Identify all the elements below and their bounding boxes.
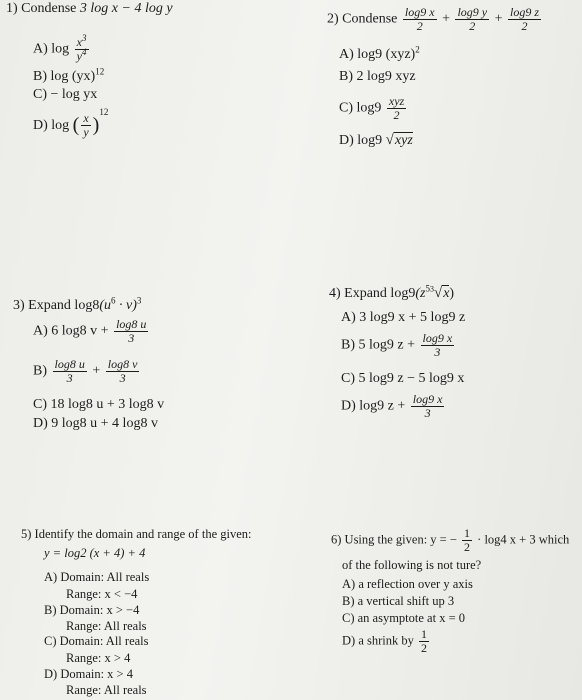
q6-option-a: A) a reflection over y axis xyxy=(342,577,473,591)
q1-option-c: C) − log yx xyxy=(33,87,98,102)
q2-option-a: A) log9 (xyz)$^2$ xyxy=(339,44,420,62)
q4-option-b-label: B) 5 log9 z + xyxy=(341,337,415,353)
q1-option-a xyxy=(33,33,91,63)
q2-option-c: C) log9 $\frac{\text{xyz}}{2}$ xyxy=(339,94,405,122)
q6-option-d-label: D) a shrink by xyxy=(342,633,414,648)
q2-stem-label: 2) Condense xyxy=(327,11,398,27)
q2-option-a-text: A) log9 (xyz) xyxy=(339,47,416,62)
q5-option-d-range: Range: All reals xyxy=(66,683,147,697)
q5-equation: y = log2 (x + 4) + 4 xyxy=(44,546,146,560)
q1-option-a-fraction: $\frac{x^3}{y^4}$ xyxy=(76,33,87,63)
q3-option-a-label: A) 6 log8 v + xyxy=(33,323,109,339)
q4-option-d-label: D) log9 z + xyxy=(341,398,406,414)
q6-option-b: B) a vertical shift up 3 xyxy=(342,594,455,608)
q4-stem-label: 4) Expand log9 xyxy=(329,286,416,301)
q6-stem xyxy=(331,527,569,554)
q6-option-c: C) an asymptote at x = 0 xyxy=(342,611,465,625)
q6-stem-fraction: $\frac{1}{2}$ xyxy=(464,526,471,554)
q4-option-b: B) 5 log9 z + $\frac{\log 9 x}{3}$ xyxy=(341,331,453,359)
q5-option-b-domain: B) Domain: x > −4 xyxy=(44,603,140,617)
q5-option-a-range: Range: x < −4 xyxy=(66,587,138,601)
q4-option-c: C) 5 log9 z − 5 log9 x xyxy=(341,371,465,386)
q3-stem-label: 3) Expand log8 xyxy=(13,298,100,313)
q1-option-d-fraction: $\frac{x}{y}$ xyxy=(83,111,89,140)
q2-option-d: D) log9 √xyz xyxy=(339,132,413,148)
q1-option-d-label: D) log xyxy=(33,118,70,133)
q3-option-a: A) 6 log8 v + $\frac{\log 8 u}{3}$ xyxy=(33,317,147,345)
q3-option-b-label: B) xyxy=(33,363,47,379)
q1-option-d: D) log ( $\frac{x}{y}$ )$^{12}$ xyxy=(33,107,109,140)
q1-expression: 3 log x − 4 log y xyxy=(79,1,173,16)
q5-option-b-range: Range: All reals xyxy=(66,619,147,633)
q3-option-b: B) $\frac{\log 8 u}{3}$ + $\frac{\log 8 v}{3}$ xyxy=(33,357,138,385)
q4-stem: 4) Expand $\log 9(z^{53}√x)$ xyxy=(329,283,455,301)
q2-option-d-label: D) log9 xyxy=(339,133,383,148)
q4-option-a: A) 3 log9 x + 5 log9 z xyxy=(341,310,466,325)
q2-stem: 2) Condense $\frac{\log 9 x}{2}$ + $\frac{\log 9 y}{2}$ + $\frac{\log 9 z}{2}$ xyxy=(327,5,540,33)
q1-option-b: B) log (yx)$^{12}$ xyxy=(33,66,105,84)
q1-stem xyxy=(6,1,173,17)
q5-option-c-domain: C) Domain: All reals xyxy=(44,634,149,648)
q6-stem-line2: of the following is not ture? xyxy=(342,558,482,572)
q2-option-c-label: C) log9 xyxy=(339,100,382,116)
q1-option-a-label: A) log xyxy=(33,41,70,57)
q4-option-d: D) log9 z + $\frac{\log 9 x}{3}$ xyxy=(341,392,443,420)
q3-option-d: D) 9 log8 u + 4 log8 v xyxy=(33,416,158,431)
q5-option-a-domain: A) Domain: All reals xyxy=(44,570,150,584)
q5-option-d-domain: D) Domain: x > 4 xyxy=(44,667,133,681)
q1-option-b-text: B) log (yx) xyxy=(33,69,96,84)
q6-stem-prefix: 6) Using the given: y = − xyxy=(331,532,457,547)
q5-option-c-range: Range: x > 4 xyxy=(66,651,131,665)
q2-option-b: B) 2 log9 xyz xyxy=(339,69,416,84)
q3-option-c: C) 18 log8 u + 3 log8 v xyxy=(33,397,165,412)
q6-stem-suffix: · log4 x + 3 which xyxy=(477,532,570,547)
q1-stem-label: 1) Condense xyxy=(6,1,77,16)
q5-stem: 5) Identify the domain and range of the given: xyxy=(21,527,252,541)
q3-stem: 3) Expand $\log 8(u^6 \cdot v)^3$ xyxy=(13,295,142,313)
q6-option-d: D) a shrink by $\frac{1}{2}$ xyxy=(342,627,427,655)
